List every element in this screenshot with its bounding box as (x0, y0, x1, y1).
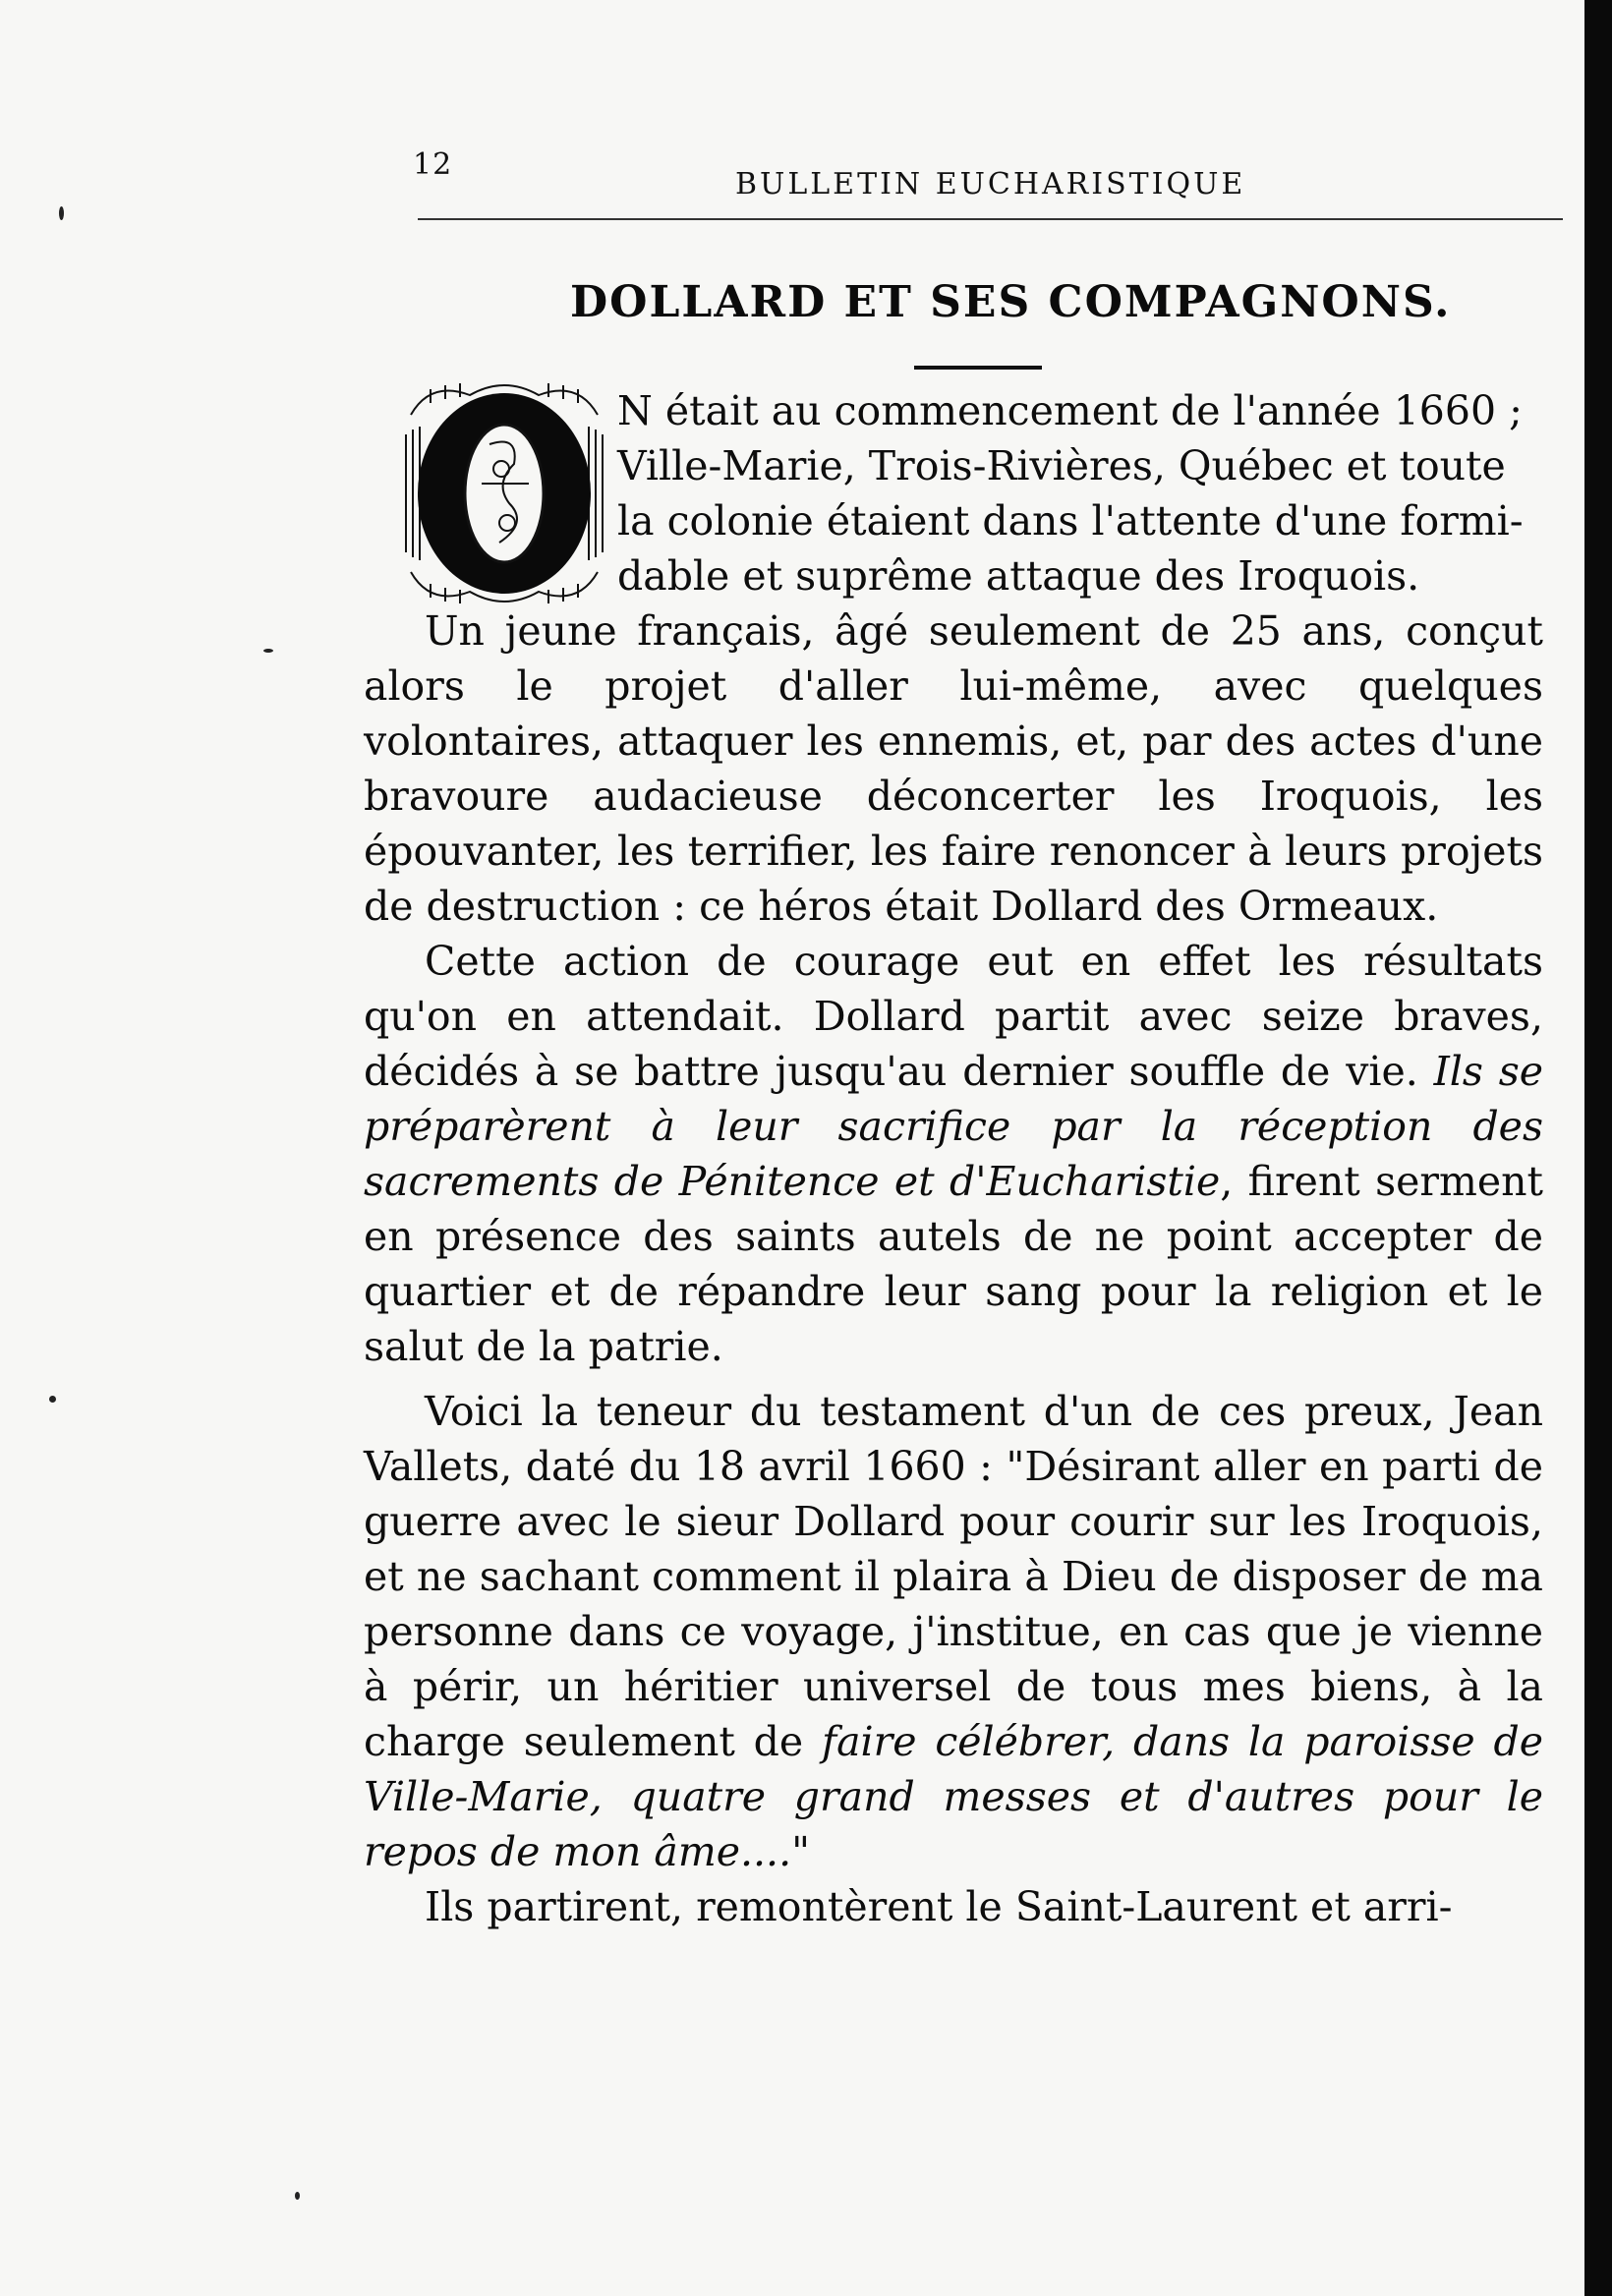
text-line: dable et suprême attaque des Iroquois. (617, 552, 1420, 600)
paragraph-4 (364, 1384, 1543, 1879)
header-rule (418, 218, 1563, 220)
paragraph-1 (364, 383, 1543, 603)
article-body (364, 383, 1543, 1934)
text-line: N était au commencement de l'année 1660 ; (617, 387, 1523, 434)
text-run: Voici la teneur du testament d'un de ces preux, Jean Vallets, daté du 18 avril 1660 : "Désirant aller en parti de guerre avec le sieur Dollard pour courir sur les Iroquois, et ne sachant comment il plaira à Dieu de disposer de ma personne dans ce voyage, j'institue, en cas que je vienne à périr, un héritier universel de tous mes biens, à la charge seulement de (364, 1388, 1543, 1765)
paragraph-2: Un jeune français, âgé seulement de 25 ans, conçut alors le projet d'aller lui-même, avec quelques volontaires, attaquer les ennemis, et, par des actes d'une bravoure audacieuse déconcerter les Iroquois, les épouvanter, les terrifier, les faire renoncer à leurs projets de destruction : ce héros était Dollard des Ormeaux. (364, 607, 1543, 930)
page-edge-shadow (1584, 0, 1612, 2296)
text-line: Ville-Marie, Trois-Rivières, Québec et toute (617, 442, 1506, 489)
italic-run: Ils se préparèrent à leur sacrifice par la réception des sacrements de Pénitence et d'Eucharistie (364, 1048, 1543, 1205)
paragraph-5: Ils partirent, remontèrent le Saint-Laurent et arri- (425, 1883, 1453, 1930)
article-title: DOLLARD ET SES COMPAGNONS. (570, 277, 1452, 327)
running-header: BULLETIN EUCHARISTIQUE (735, 167, 1246, 201)
text-line: la colonie étaient dans l'attente d'une formi- (617, 497, 1524, 545)
scan-speck (59, 206, 64, 220)
italic-run: faire célébrer, dans la paroisse de Ville-Marie, quatre grand messes et d'autres pour le repos de mon âme.... (364, 1718, 1543, 1875)
text-run: Cette action de courage eut en effet les résultats qu'on en attendait. Dollard partit avec seize braves, décidés à se battre jusqu'au dernier souffle de vie. (364, 938, 1543, 1095)
scan-speck (263, 649, 273, 653)
scan-speck (295, 2192, 300, 2200)
text-run: " (791, 1828, 810, 1875)
page-number: 12 (413, 147, 453, 182)
paragraph-3 (364, 934, 1543, 1374)
text-run: , firent serment en présence des saints autels de ne point accepter de quartier et de répandre leur sang pour la religion et le salut de la patrie. (364, 1158, 1544, 1370)
scan-speck (49, 1396, 56, 1403)
title-rule (914, 366, 1042, 370)
